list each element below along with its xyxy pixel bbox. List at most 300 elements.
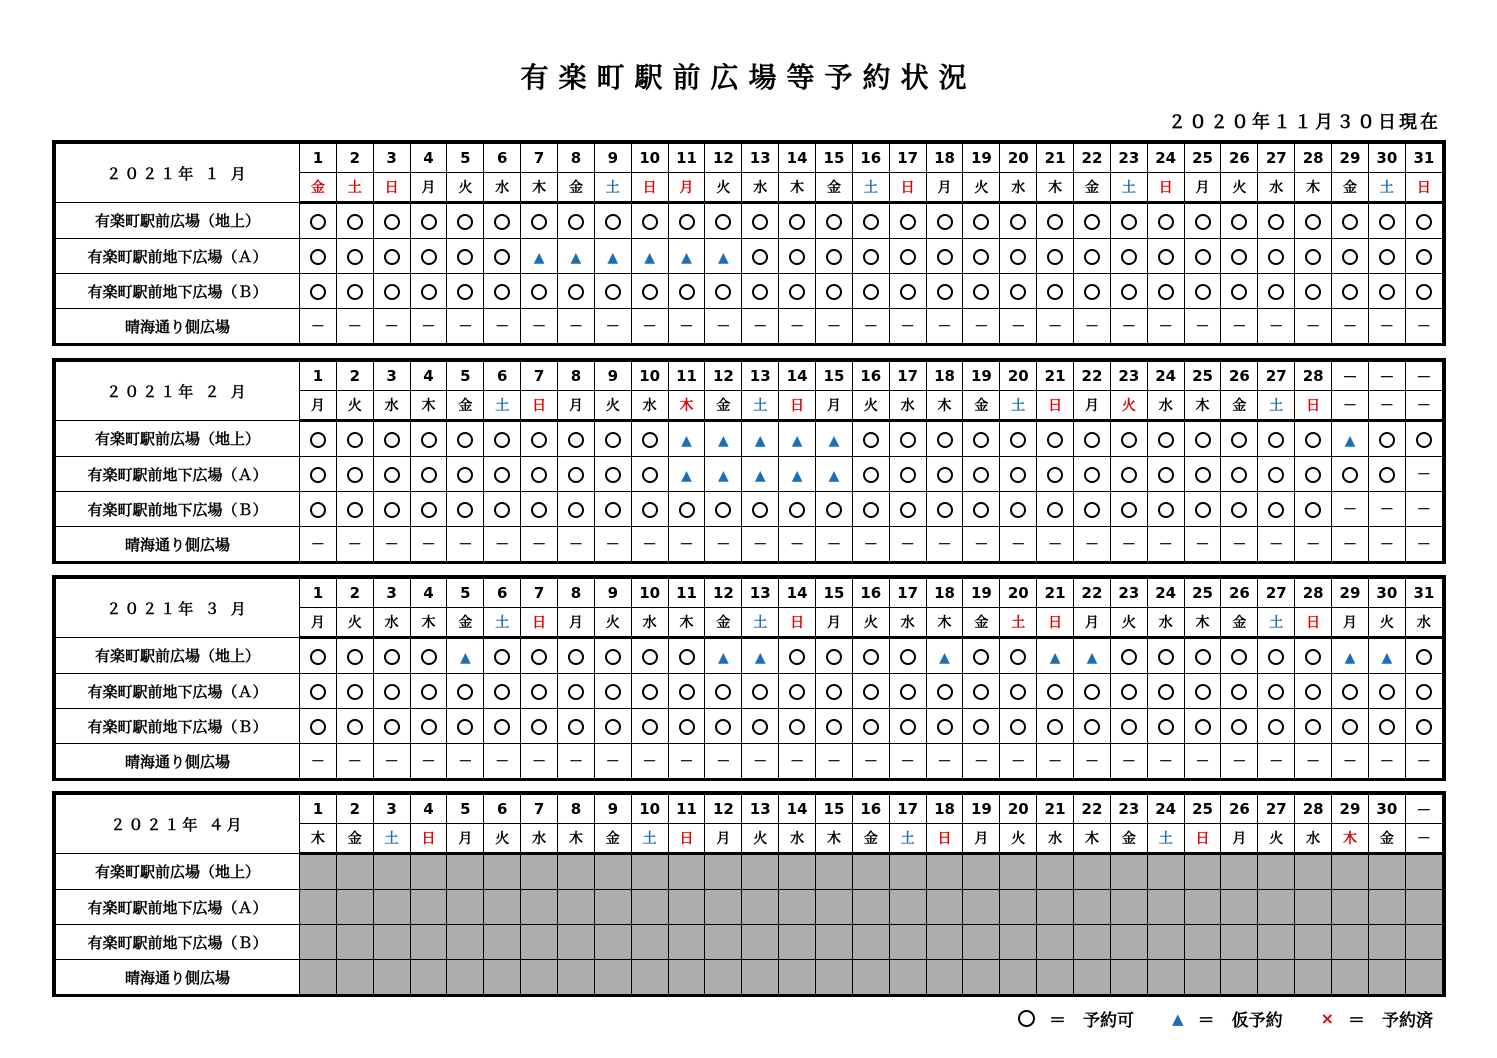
day-number: 5 — [447, 362, 484, 391]
circle-icon — [1158, 467, 1174, 483]
status-cell — [1110, 421, 1147, 457]
dash-icon: － — [900, 537, 915, 553]
circle-icon — [1158, 649, 1174, 665]
circle-icon — [642, 467, 658, 483]
triangle-icon: ▲ — [754, 467, 766, 484]
status-cell — [1184, 457, 1221, 492]
circle-icon — [1158, 284, 1174, 300]
unavailable-cell — [1368, 960, 1405, 995]
unavailable-cell — [521, 890, 558, 925]
status-cell — [1110, 674, 1147, 709]
weekday: 日 — [521, 391, 558, 421]
circle-icon — [1195, 684, 1211, 700]
weekday: 金 — [447, 608, 484, 638]
circle-icon — [605, 502, 621, 518]
weekday: 日 — [779, 391, 816, 421]
status-cell — [668, 638, 705, 674]
status-cell — [742, 492, 779, 527]
status-cell — [963, 309, 1000, 344]
weekday: 火 — [336, 608, 373, 638]
weekday: 火 — [1258, 824, 1295, 854]
unavailable-cell — [668, 890, 705, 925]
weekday: 金 — [594, 824, 631, 854]
unavailable-cell — [1074, 854, 1111, 890]
day-number: 6 — [484, 795, 521, 824]
status-cell — [1405, 203, 1442, 239]
as-of-date: ２０２０年１１月３０日現在 — [1168, 112, 1441, 133]
circle-icon — [900, 284, 916, 300]
circle-icon — [1010, 284, 1026, 300]
status-cell — [484, 492, 521, 527]
dash-icon: － — [495, 319, 510, 335]
dash-icon: － — [716, 754, 731, 770]
circle-icon — [863, 684, 879, 700]
unavailable-cell — [1000, 854, 1037, 890]
unavailable-cell — [742, 925, 779, 960]
status-cell — [300, 457, 337, 492]
status-cell — [300, 274, 337, 309]
status-cell — [300, 744, 337, 779]
status-cell — [742, 638, 779, 674]
circle-icon — [531, 284, 547, 300]
weekday: 日 — [926, 824, 963, 854]
circle-icon — [1342, 284, 1358, 300]
day-number: 4 — [410, 362, 447, 391]
dash-icon: － — [1306, 754, 1321, 770]
unavailable-cell — [373, 890, 410, 925]
circle-icon — [752, 502, 768, 518]
status-cell — [594, 709, 631, 744]
circle-icon — [1305, 214, 1321, 230]
circle-icon — [1342, 467, 1358, 483]
day-number: 20 — [1000, 795, 1037, 824]
status-cell — [1147, 203, 1184, 239]
month-label: ２０２１年 ４月 — [56, 795, 300, 854]
circle-icon — [1195, 249, 1211, 265]
day-number: 1 — [300, 144, 337, 173]
status-cell — [1405, 309, 1442, 344]
circle-icon — [679, 649, 695, 665]
circle-icon — [457, 432, 473, 448]
weekday: 日 — [1295, 391, 1332, 421]
unavailable-cell — [1368, 890, 1405, 925]
dash-icon: － — [1306, 537, 1321, 553]
weekday: 水 — [889, 391, 926, 421]
unavailable-cell — [1110, 925, 1147, 960]
status-cell — [558, 744, 595, 779]
day-number: 8 — [558, 795, 595, 824]
circle-icon — [937, 467, 953, 483]
status-cell — [926, 309, 963, 344]
status-cell — [1221, 309, 1258, 344]
day-number: 26 — [1221, 144, 1258, 173]
status-cell — [963, 527, 1000, 562]
unavailable-cell — [852, 960, 889, 995]
status-cell — [1221, 744, 1258, 779]
circle-icon — [347, 467, 363, 483]
status-cell — [1221, 638, 1258, 674]
status-cell — [1074, 309, 1111, 344]
status-cell — [336, 203, 373, 239]
circle-icon — [568, 649, 584, 665]
circle-icon — [1305, 719, 1321, 735]
status-cell — [447, 274, 484, 309]
circle-icon — [1342, 684, 1358, 700]
month-table — [55, 361, 1443, 562]
dash-icon: － — [310, 537, 325, 553]
dash-icon: － — [1342, 502, 1357, 518]
dash-icon: － — [605, 754, 620, 770]
day-number: 3 — [373, 362, 410, 391]
triangle-icon: ▲ — [1344, 649, 1356, 666]
status-cell — [963, 709, 1000, 744]
venue-label: 有楽町駅前地下広場（Ａ） — [56, 890, 300, 925]
dash-icon: － — [532, 754, 547, 770]
status-cell — [410, 239, 447, 274]
cross-icon: × — [1320, 1009, 1334, 1028]
status-cell — [889, 638, 926, 674]
status-cell — [1147, 709, 1184, 744]
circle-icon — [752, 214, 768, 230]
status-cell — [447, 674, 484, 709]
circle-icon — [384, 249, 400, 265]
status-cell — [1074, 421, 1111, 457]
circle-icon — [568, 432, 584, 448]
unavailable-cell — [1295, 960, 1332, 995]
circle-icon — [679, 719, 695, 735]
weekday: 木 — [1037, 173, 1074, 203]
circle-icon — [973, 649, 989, 665]
dash-icon: － — [863, 754, 878, 770]
status-cell — [1147, 674, 1184, 709]
dash-icon: － — [790, 754, 805, 770]
circle-icon — [973, 214, 989, 230]
day-number: 19 — [963, 144, 1000, 173]
status-cell — [447, 744, 484, 779]
circle-icon — [642, 502, 658, 518]
weekday: 日 — [410, 824, 447, 854]
circle-icon — [1231, 502, 1247, 518]
dash-icon: － — [310, 319, 325, 335]
weekday: 日 — [373, 173, 410, 203]
day-number: 3 — [373, 144, 410, 173]
circle-icon — [1047, 249, 1063, 265]
unavailable-cell — [521, 854, 558, 890]
circle-icon — [1231, 214, 1247, 230]
dash-icon: － — [458, 754, 473, 770]
weekday: 水 — [1405, 608, 1442, 638]
status-cell — [926, 744, 963, 779]
unavailable-cell — [852, 890, 889, 925]
day-number: 3 — [373, 795, 410, 824]
weekday: 金 — [816, 173, 853, 203]
circle-icon — [310, 719, 326, 735]
day-number: 2 — [336, 362, 373, 391]
unavailable-cell — [963, 854, 1000, 890]
status-cell — [484, 203, 521, 239]
circle-icon — [1342, 214, 1358, 230]
circle-icon — [310, 432, 326, 448]
circle-icon — [1047, 214, 1063, 230]
status-cell — [521, 239, 558, 274]
status-cell — [742, 457, 779, 492]
unavailable-cell — [1037, 890, 1074, 925]
status-cell — [1332, 457, 1369, 492]
status-cell — [889, 421, 926, 457]
status-cell — [447, 457, 484, 492]
dash-icon: － — [900, 754, 915, 770]
circle-icon — [1231, 684, 1247, 700]
weekday: 金 — [1332, 173, 1369, 203]
unavailable-cell — [410, 854, 447, 890]
circle-icon — [384, 719, 400, 735]
circle-icon — [1231, 284, 1247, 300]
status-cell — [1295, 638, 1332, 674]
status-cell — [1147, 744, 1184, 779]
circle-icon — [1268, 502, 1284, 518]
venue-label: 晴海通り側広場 — [56, 309, 300, 344]
status-cell — [373, 674, 410, 709]
circle-icon — [605, 649, 621, 665]
dash-icon: － — [679, 754, 694, 770]
status-cell — [1332, 274, 1369, 309]
status-cell — [1000, 527, 1037, 562]
unavailable-cell — [1368, 854, 1405, 890]
day-number: 1 — [300, 362, 337, 391]
day-number: 16 — [852, 795, 889, 824]
unavailable-cell — [1258, 925, 1295, 960]
unavailable-cell — [1110, 854, 1147, 890]
circle-icon — [347, 719, 363, 735]
unavailable-cell — [300, 960, 337, 995]
day-number: 1 — [300, 579, 337, 608]
status-cell — [705, 457, 742, 492]
dash-icon: － — [1158, 754, 1173, 770]
circle-icon — [1342, 249, 1358, 265]
circle-icon — [863, 214, 879, 230]
weekday: 火 — [852, 608, 889, 638]
status-cell — [373, 709, 410, 744]
circle-icon — [642, 214, 658, 230]
status-cell — [1074, 239, 1111, 274]
month-table — [55, 794, 1443, 995]
status-cell — [1184, 421, 1221, 457]
weekday: 火 — [447, 173, 484, 203]
circle-icon — [494, 284, 510, 300]
unavailable-cell — [1147, 925, 1184, 960]
status-cell — [1037, 527, 1074, 562]
status-cell — [816, 492, 853, 527]
day-number: 31 — [1405, 144, 1442, 173]
circle-icon — [900, 249, 916, 265]
circle-icon — [937, 502, 953, 518]
circle-icon — [1195, 719, 1211, 735]
status-cell — [1037, 309, 1074, 344]
circle-icon — [1305, 467, 1321, 483]
status-cell — [668, 309, 705, 344]
status-cell — [631, 457, 668, 492]
weekday: 月 — [926, 173, 963, 203]
status-cell — [926, 274, 963, 309]
day-number: 10 — [631, 579, 668, 608]
unavailable-cell — [742, 854, 779, 890]
day-number: 9 — [594, 795, 631, 824]
day-number: 15 — [816, 579, 853, 608]
status-cell — [1332, 309, 1369, 344]
triangle-icon: ▲ — [791, 467, 803, 484]
weekday: 月 — [1074, 608, 1111, 638]
day-number: 11 — [668, 579, 705, 608]
day-number: 15 — [816, 795, 853, 824]
status-cell — [668, 203, 705, 239]
status-cell — [963, 674, 1000, 709]
dash-icon: － — [753, 537, 768, 553]
status-cell — [594, 309, 631, 344]
weekday: 土 — [594, 173, 631, 203]
circle-icon — [1084, 249, 1100, 265]
status-cell — [1000, 744, 1037, 779]
dash-icon: － — [937, 537, 952, 553]
weekday: － — [1368, 391, 1405, 421]
unavailable-cell — [373, 960, 410, 995]
status-cell — [1184, 239, 1221, 274]
circle-icon — [1047, 467, 1063, 483]
unavailable-cell — [1221, 890, 1258, 925]
circle-icon — [937, 249, 953, 265]
status-cell — [1074, 744, 1111, 779]
day-number: 17 — [889, 144, 926, 173]
status-cell — [1110, 239, 1147, 274]
status-cell — [300, 709, 337, 744]
weekday: 月 — [1184, 173, 1221, 203]
dash-icon: － — [1011, 754, 1026, 770]
circle-icon — [568, 719, 584, 735]
status-cell — [484, 527, 521, 562]
circle-icon — [937, 432, 953, 448]
day-number: 20 — [1000, 144, 1037, 173]
circle-icon — [679, 284, 695, 300]
circle-icon — [789, 249, 805, 265]
dash-icon: － — [347, 754, 362, 770]
status-cell — [1295, 709, 1332, 744]
day-number: 7 — [521, 579, 558, 608]
status-cell — [1037, 709, 1074, 744]
unavailable-cell — [336, 960, 373, 995]
circle-icon — [1379, 467, 1395, 483]
status-cell — [1368, 744, 1405, 779]
venue-label: 有楽町駅前地下広場（Ａ） — [56, 239, 300, 274]
triangle-icon: ▲ — [717, 432, 729, 449]
status-cell — [1295, 203, 1332, 239]
day-number: 20 — [1000, 579, 1037, 608]
circle-icon — [494, 719, 510, 735]
unavailable-cell — [1074, 960, 1111, 995]
status-cell — [1110, 457, 1147, 492]
page-title: 有楽町駅前広場等予約状況 — [520, 61, 977, 94]
circle-icon — [679, 502, 695, 518]
month-block — [52, 358, 1446, 564]
unavailable-cell — [594, 960, 631, 995]
circle-icon — [421, 249, 437, 265]
status-cell — [705, 274, 742, 309]
status-cell — [336, 457, 373, 492]
status-cell — [742, 709, 779, 744]
status-cell — [1000, 239, 1037, 274]
dash-icon: － — [1342, 537, 1357, 553]
circle-icon — [310, 249, 326, 265]
status-cell — [1368, 457, 1405, 492]
status-cell — [300, 203, 337, 239]
circle-icon — [1268, 684, 1284, 700]
day-number: 10 — [631, 362, 668, 391]
dash-icon: － — [716, 319, 731, 335]
circle-icon — [900, 214, 916, 230]
weekday: 金 — [1221, 391, 1258, 421]
circle-icon — [826, 284, 842, 300]
status-cell — [705, 203, 742, 239]
status-cell — [1258, 744, 1295, 779]
legend-booked — [1321, 1006, 1433, 1031]
circle-icon — [973, 284, 989, 300]
circle-icon — [531, 432, 547, 448]
unavailable-cell — [1258, 960, 1295, 995]
circle-icon — [568, 502, 584, 518]
status-cell — [852, 421, 889, 457]
status-cell — [594, 492, 631, 527]
dash-icon: － — [1084, 319, 1099, 335]
day-number: 1 — [300, 795, 337, 824]
dash-icon: － — [642, 537, 657, 553]
day-number: 10 — [631, 144, 668, 173]
dash-icon: － — [753, 319, 768, 335]
unavailable-cell — [1368, 925, 1405, 960]
status-cell — [889, 492, 926, 527]
unavailable-cell — [779, 925, 816, 960]
circle-icon — [973, 467, 989, 483]
day-number: 30 — [1368, 144, 1405, 173]
status-cell — [410, 527, 447, 562]
status-cell — [1000, 421, 1037, 457]
unavailable-cell — [816, 960, 853, 995]
status-cell — [1258, 421, 1295, 457]
weekday: 火 — [963, 173, 1000, 203]
circle-icon — [1305, 649, 1321, 665]
status-cell — [1000, 709, 1037, 744]
status-cell — [521, 527, 558, 562]
circle-icon — [384, 502, 400, 518]
weekday: 木 — [1074, 824, 1111, 854]
triangle-icon: ▲ — [828, 432, 840, 449]
status-cell — [594, 239, 631, 274]
venue-label: 有楽町駅前地下広場（Ｂ） — [56, 274, 300, 309]
day-number: 13 — [742, 795, 779, 824]
status-cell — [1110, 492, 1147, 527]
circle-icon — [937, 719, 953, 735]
unavailable-cell — [373, 854, 410, 890]
weekday: 水 — [1295, 824, 1332, 854]
weekday: 水 — [889, 608, 926, 638]
circle-icon — [421, 284, 437, 300]
circle-icon — [1268, 649, 1284, 665]
legend-available-label: ＝ 予約可 — [1049, 1011, 1135, 1031]
circle-icon — [1047, 719, 1063, 735]
weekday: 月 — [558, 608, 595, 638]
unavailable-cell — [1037, 854, 1074, 890]
dash-icon: － — [679, 319, 694, 335]
status-cell — [742, 744, 779, 779]
status-cell — [1037, 239, 1074, 274]
status-cell — [1000, 492, 1037, 527]
